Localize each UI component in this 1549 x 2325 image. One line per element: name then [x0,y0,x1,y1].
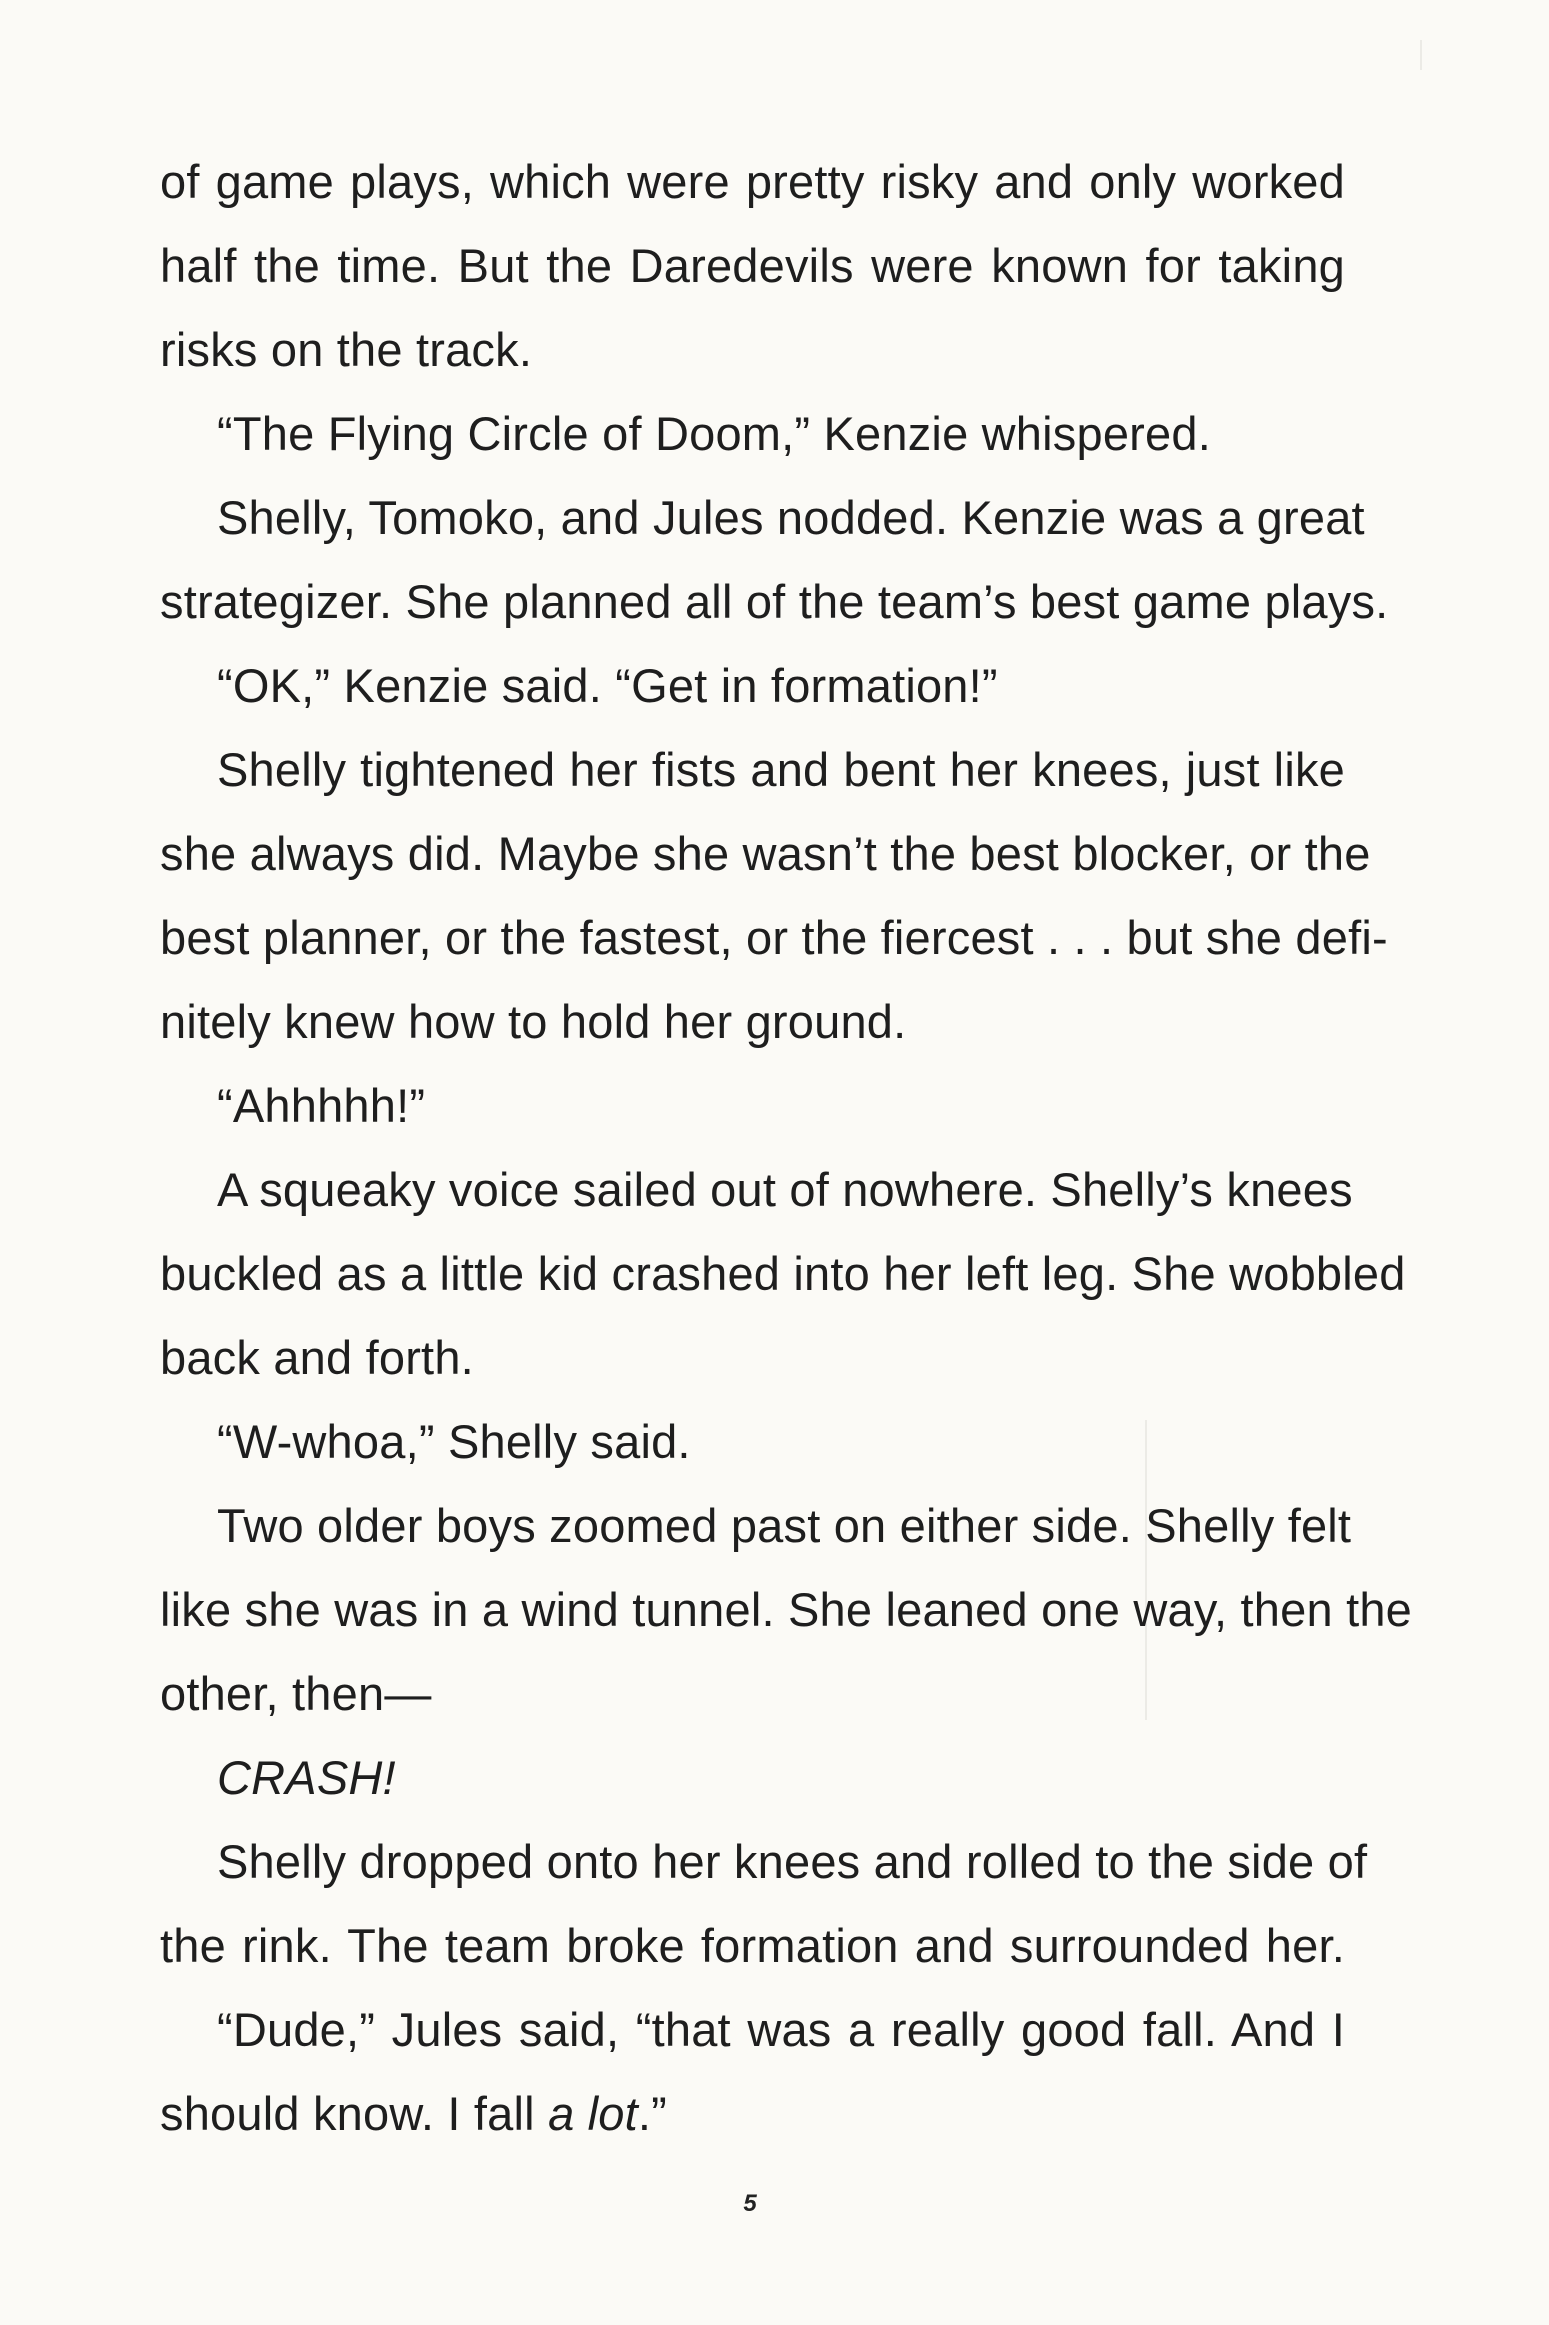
text-line: “The Flying Circle of Doom,” Kenzie whispered. [217,407,1211,460]
text-segment: should know. I fall [160,2087,549,2140]
text-line: best planner, or the fastest, or the fiercest . . . but she defi- [160,911,1388,964]
body-text [160,140,1413,2156]
text-line: back and forth. [160,1331,474,1384]
text-line: “W-whoa,” Shelly said. [217,1415,691,1468]
text-line-last [160,2072,1345,2156]
text-line: other, then— [160,1667,432,1720]
page-number: 5 [743,2190,757,2217]
text-line: nitely knew how to hold her ground. [160,995,907,1048]
text-line: A squeaky voice sailed out of nowhere. Shelly’s knees [217,1163,1353,1216]
text-emphasis: a lot [548,2087,638,2140]
text-line: buckled as a little kid crashed into her left leg. She wobbled [160,1247,1406,1300]
text-line: the rink. The team broke formation and surrounded her. [160,1919,1345,1972]
text-line: Shelly dropped onto her knees and rolled to the side of [217,1835,1368,1888]
text-line: risks on the track. [160,323,533,376]
text-line: “Dude,” Jules said, “that was a really good fall. And I [217,2003,1345,2056]
text-segment: .” [637,2087,668,2140]
text-line: Two older boys zoomed past on either side. Shelly felt [217,1499,1352,1552]
text-line: Shelly, Tomoko, and Jules nodded. Kenzie was a great [217,491,1365,544]
text-line: half the time. But the Daredevils were known for taking [160,239,1345,292]
text-line-sound-effect: CRASH! [217,1751,396,1804]
text-line: she always did. Maybe she wasn’t the best blocker, or the [160,827,1371,880]
text-line: strategizer. She planned all of the team’s best game plays. [160,575,1389,628]
text-line: “Ahhhhh!” [217,1079,426,1132]
text-line: of game plays, which were pretty risky and only worked [160,155,1345,208]
text-line: like she was in a wind tunnel. She leaned one way, then the [160,1583,1413,1636]
text-line: Shelly tightened her fists and bent her knees, just like [217,743,1345,796]
scan-mark-top [1420,40,1422,70]
text-line: “OK,” Kenzie said. “Get in formation!” [217,659,998,712]
